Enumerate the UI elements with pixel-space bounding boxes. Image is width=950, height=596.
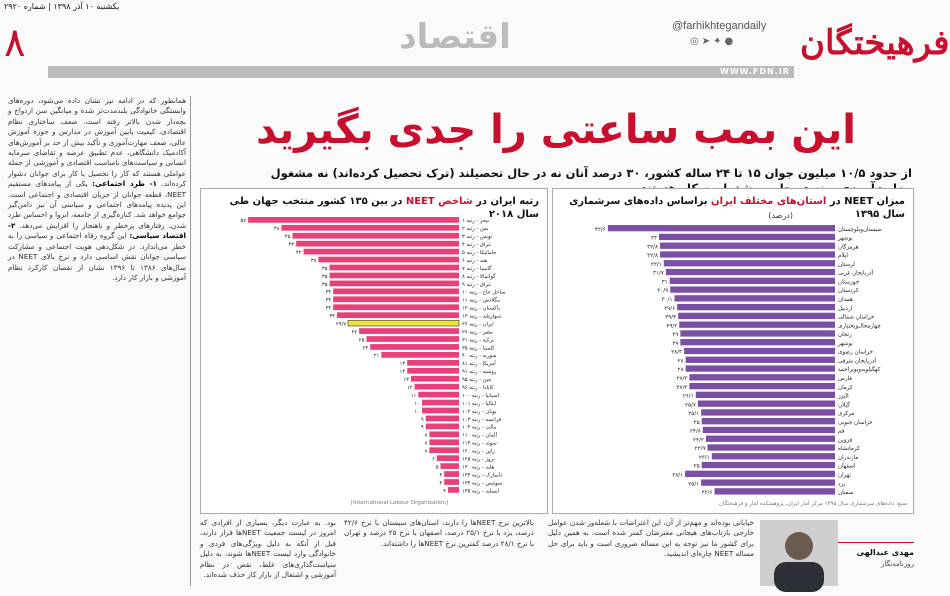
bottom-column-2: بالاترین نرخ NEETها را دارند، استان‌های سیستان با نرخ ۴۲/۶ درصد، یزد با نرخ ۲۵/۱ درصد، اصفهان با نرخ ۲۵ درصد و تهران با نرخ ۲۸/۱ درصد کمترین نرخ NEETها را داشته‌اند.: [344, 518, 534, 548]
dateline: یکشنبه ۱۰ آذر ۱۳۹۸ | شماره ۲۹۲۰: [4, 2, 120, 11]
left-chart-bar: [444, 471, 459, 477]
left-chart-value-label: ۳۳: [329, 313, 335, 320]
left-chart-category-label: ایران - رتبه ۲۶: [462, 321, 494, 328]
right-chart-category-label: گیلان: [838, 402, 850, 409]
left-chart-value-label: ۲۹/۷: [335, 321, 346, 328]
left-chart-value-label: ۹: [420, 416, 424, 423]
right-chart-category-label: لرستان: [838, 261, 855, 268]
left-chart-category-label: آمریکا - رتبه ۸۱: [462, 361, 496, 368]
right-chart-value-label: ۳۲/۸: [647, 253, 659, 260]
left-title-suffix: در بین ۱۳۵ کشور منتخب جهان طی سال ۲۰۱۸: [229, 196, 539, 220]
right-chart-category-label: قزوین: [838, 437, 853, 444]
right-chart-bar: [706, 436, 835, 442]
left-chart-bar: [304, 249, 459, 255]
right-chart-source: منبع: داده‌های سرشماری سال ۱۳۹۵ مرکز آمار ایران، پژوهشکده آمار و فرهیختگان: [718, 501, 907, 507]
right-chart-value-label: ۲۸/۱: [672, 472, 684, 479]
right-chart-category-label: چهارمحال‌وبختیاری: [838, 323, 881, 330]
left-chart-category-label: چین - رتبه ۹۵: [462, 377, 492, 384]
right-chart-category-label: مازندران: [838, 454, 859, 461]
dateline-bar: [0, 0, 924, 14]
left-chart-bar: [429, 439, 459, 445]
left-chart-bar: [429, 447, 459, 453]
site-url: WWW.FDN.IR: [720, 67, 790, 76]
social-icons: [690, 36, 736, 47]
right-chart-bar: [660, 243, 835, 249]
left-chart-bar: [330, 265, 460, 271]
left-chart-value-label: ۵۷: [240, 218, 247, 225]
right-chart-category-label: کردستان: [838, 288, 859, 295]
right-chart-value-label: ۲۷/۳: [676, 384, 688, 391]
right-chart-value-label: ۳۱: [661, 279, 668, 286]
right-title-prefix: میزان NEET در: [829, 196, 905, 207]
left-chart-bar: [330, 281, 460, 287]
right-chart-value-label: ۳۲/۱: [650, 261, 662, 268]
right-chart-value-label: ۲۵: [693, 419, 700, 426]
left-chart-value-label: ۶: [432, 456, 435, 463]
left-chart-value-label: ۴: [439, 472, 443, 479]
right-chart-bar: [689, 374, 835, 380]
left-chart-value-label: ۱۳: [403, 377, 409, 384]
right-chart-category-label: سیستان‌وبلوچستان: [838, 226, 882, 233]
left-chart-value-label: ۱۴: [399, 361, 406, 368]
left-chart-category-label: تونس - رتبه ۳: [462, 234, 493, 241]
left-chart-bar: [293, 233, 460, 239]
left-chart-bar: [418, 392, 459, 398]
url-bar: [48, 66, 794, 78]
right-chart-value-label: ۳۱/۷: [653, 270, 664, 277]
left-chart-bar: [281, 225, 459, 231]
right-chart-category-label: خراسان جنوبی: [838, 419, 873, 426]
right-chart-bar: [698, 400, 835, 406]
left-chart-value-label: ۲۱: [373, 353, 380, 360]
right-chart-category-label: بوشهر: [838, 235, 853, 242]
right-chart: [552, 188, 914, 514]
right-chart-bar: [678, 313, 835, 319]
left-chart-bar: [407, 360, 459, 366]
left-chart-value-label: ۸: [424, 440, 428, 447]
left-chart-bar: [333, 288, 459, 294]
left-chart-category-label: عراق - رتبه ۹: [462, 281, 492, 288]
right-chart-value-label: ۲۵/۱: [688, 481, 700, 488]
right-chart-category-label: قم: [838, 428, 845, 435]
right-chart-bar: [712, 453, 835, 459]
left-chart-bar: [448, 487, 459, 493]
left-chart-value-label: ۴: [439, 480, 443, 487]
right-chart-value-label: ۲۴/۲: [693, 437, 704, 444]
left-chart-bar: [441, 463, 460, 469]
right-chart-category-label: اصفهان: [838, 463, 856, 470]
left-chart-category-label: نیجر - رتبه ۱: [462, 218, 490, 225]
column-text-2: یکی از پیامدهای مستقیم NEET، قطعه جوانان از جریان اقتصادی و اجتماعی است. این پدیده پیامدهای اجتماعی و سیاسی آن نیز دامن‌گیر جوامع خواهد شد. کناره‌گیری از جامعه، انزوا و احساس طرد شدن، رفتارهای پرخطر و ناهنجار را افزایش می‌دهد.: [8, 179, 186, 230]
right-chart-value-label: ۲۹/۴: [665, 314, 677, 321]
left-chart-value-label: ۸: [424, 432, 428, 439]
left-chart-bar: [370, 344, 459, 350]
left-chart-category-label: سوریه - رتبه ۴۰: [462, 353, 497, 360]
left-chart-value-label: ۴۴: [288, 242, 295, 249]
left-chart-value-label: ۲۴: [362, 345, 369, 352]
left-chart-category-label: پاکستان - رتبه ۱۲: [462, 305, 500, 312]
right-chart-bar: [685, 471, 835, 477]
left-chart-value-label: ۵: [435, 464, 439, 471]
right-chart-category-label: خراسان رضوی: [838, 349, 874, 356]
right-chart-bar: [680, 330, 835, 336]
section-title: اقتصاد: [399, 17, 511, 57]
right-chart-category-label: تهران: [838, 472, 851, 479]
right-chart-category-label: هرمزگان: [838, 244, 859, 251]
column-divider: [190, 96, 191, 586]
right-chart-bar: [701, 479, 835, 485]
left-chart-bar: [426, 416, 459, 422]
left-chart-value-label: ۹: [420, 424, 424, 431]
right-chart-bar: [679, 322, 835, 328]
left-chart-bar: [429, 431, 459, 437]
left-chart-category-label: یونان - رتبه ۱۰۲: [462, 408, 497, 415]
left-chart-category-label: اسپانیا - رتبه ۱۰۰: [462, 392, 499, 399]
author-name: مهدی عبدالهی: [856, 548, 914, 557]
instagram-icon: ◎: [690, 36, 702, 47]
left-chart-value-label: ۱۰: [414, 400, 420, 407]
right-chart-bar: [677, 304, 835, 310]
right-chart-subtitle: (درصد): [768, 211, 793, 220]
left-chart-bar: [407, 368, 459, 374]
left-chart-value-label: ۱۴: [399, 369, 406, 376]
right-chart-value-label: ۲۵/۷: [685, 402, 696, 409]
right-chart-value-label: ۲۹: [672, 332, 679, 339]
left-chart-value-label: ۱۱: [410, 392, 417, 399]
right-chart-bar: [674, 295, 835, 301]
twitter-icon: ✦: [713, 36, 725, 47]
left-chart-category-label: مصر - رتبه ۲۷: [462, 329, 493, 336]
right-chart-category-label: کرمانشاه: [838, 446, 860, 453]
right-chart-value-label: ۲۲/۶: [701, 490, 713, 497]
left-chart-category-label: ساحل عاج - رتبه ۱۰: [462, 289, 506, 296]
subhead-1: ۱- طرد اجتماعی:: [92, 179, 158, 189]
bottom-column-3: بود. به عبارت دیگر، بسیاری از افرادی که امروز در لیست جمعیت NEETها قرار دارند، قبل از آنکه به دلیل ویژگی‌های فردی و خانوادگی وارد لیست NEETها شوند، به دلیل سیاست‌گذاری‌های غلط، نقص در نظام آموزشی و اشتغال از بازار کار حذف شده‌اند.: [200, 518, 336, 580]
bottom-column-1: خیابانی بوده‌اند و مهم‌تر از آن، این اعتراضات با شعله‌ور شدن عوامل خارجی بازتاب‌های هیجانی معترضان کمتر شده است. به همین دلیل برای کشور ما نیز توجه به این مساله ضروری است و باید برای حل مساله NEET چاره‌ای اندیشید.: [548, 518, 754, 559]
right-chart-value-label: ۳۳: [650, 235, 657, 242]
left-chart-category-label: هند - رتبه ۶: [462, 257, 487, 264]
right-chart-category-label: کهگیلویه‌وبویراحمد: [838, 367, 881, 374]
right-chart-value-label: ۲۸: [677, 358, 684, 365]
left-chart-category-label: ترکیه - رتبه ۳۱: [462, 337, 494, 344]
left-chart-category-label: هلند - رتبه ۱۳۰: [462, 464, 495, 471]
right-chart-value-label: ۲۹/۶: [664, 305, 676, 312]
left-chart-category-label: نروژ - رتبه ۱۲۵: [462, 456, 495, 463]
right-chart-bar: [686, 365, 835, 371]
left-chart-category-label: کلمبیا - رتبه ۳۵: [462, 345, 495, 352]
left-chart-value-label: ۲۵: [358, 337, 365, 344]
right-chart-value-label: ۳۰/۱: [661, 297, 673, 304]
left-chart-source: [International Labour Organization]: [351, 500, 449, 506]
left-chart-category-label: ژاپن - رتبه ۱۲۰: [462, 448, 495, 455]
headline: این بمب ساعتی را جدی بگیرید: [256, 107, 856, 153]
right-chart-bar: [703, 427, 835, 433]
left-chart-category-label: آلمان - رتبه ۱۱۰: [462, 432, 497, 439]
left-chart-category-label: عراق - رتبه ۴: [462, 242, 492, 249]
right-chart-bar: [702, 418, 835, 424]
right-chart-value-label: ۲۳/۹: [694, 446, 706, 453]
author-rule: [838, 542, 914, 543]
left-chart-bar: [422, 408, 459, 414]
left-chart-bar: [367, 336, 460, 342]
left-chart-value-label: ۴۲: [296, 249, 302, 256]
left-chart-category-label: مالت - رتبه ۱۰۴: [462, 424, 497, 431]
right-chart-bar: [701, 409, 835, 415]
right-chart-category-label: آذربایجان شرقی: [838, 358, 876, 365]
right-chart-category-label: مرکزی: [838, 411, 855, 418]
left-chart-category-label: دانمارک - رتبه ۱۳۳: [462, 472, 503, 479]
right-chart-category-label: فارس: [838, 375, 852, 382]
page-number: ۸: [4, 20, 26, 66]
right-chart-bar: [666, 269, 835, 275]
left-chart-bar: [437, 455, 459, 461]
left-chart-bar: [330, 273, 460, 279]
left-title-highlight: شاخص NEET: [405, 196, 473, 207]
left-chart-value-label: ۱۰: [414, 408, 420, 415]
left-chart-value-label: ۲۷: [351, 329, 358, 336]
left-chart-category-label: گامبیا - رتبه ۷: [462, 265, 492, 272]
telegram-icon: ➤: [701, 36, 714, 47]
deck: از حدود ۱۰/۵ میلیون جوان ۱۵ تا ۲۴ ساله کشور، ۳۰ درصد آنان نه در حال تحصیلند (ترک تحصیل کرده‌اند) نه مشغول: [270, 166, 912, 180]
right-chart-bar: [684, 348, 835, 354]
right-chart-value-label: ۲۵: [693, 463, 700, 470]
left-chart-category-label: کانادا - رتبه ۹۶: [462, 385, 494, 392]
right-chart-category-label: سمنان: [838, 490, 854, 497]
left-chart-category-label: فرانسه - رتبه ۱۰۳: [462, 416, 502, 423]
right-chart-bar: [664, 260, 835, 266]
left-chart-bar: [381, 352, 459, 358]
right-chart-category-label: البرز: [838, 393, 849, 400]
left-chart-category-label: روسیه - رتبه ۹۱: [462, 369, 497, 376]
right-chart-value-label: ۳۲/۸: [647, 244, 659, 251]
left-chart-category-label: یمن - رتبه ۲: [462, 226, 489, 233]
right-chart-value-label: ۲۵/۱: [688, 411, 700, 418]
left-chart-bar: [359, 328, 459, 334]
left-chart-value-label: ۴۸: [273, 226, 280, 233]
right-chart-value-label: ۲۶/۱: [682, 393, 694, 400]
column-text: همانطور که در ادامه نیز نشان داده می‌شود، دوره‌های وابستگی خانوادگی بلندمدت‌تر شده و میانگین سن ازدواج و بچه‌دار شدن بالاتر رفته است. ضعف ساختاری نظام اقتصادی، کیفیت پایین آموزش در مدارس و حوزه آموزش عالی، ضعف مهارت‌آموزی و تأکید بیش از حد بر آموزش‌های آکادمیک دانشگاهی، عدم تطبیق عرضه و تقاضای سرمایه انسانی و سیاست‌های نامناسب اقتصادی و آموزشی از جمله عواملی هستند که کار را تحصیل با کار برای جوانان دشوار کرده‌اند.: [8, 96, 187, 189]
right-chart-bar: [670, 278, 835, 284]
right-chart-bar: [714, 488, 835, 494]
right-chart-value-label: ۲۹/۲: [666, 323, 678, 330]
left-chart-bar: [415, 384, 459, 390]
left-chart-category-label: ایسلند - رتبه ۱۳۵: [462, 488, 499, 495]
left-chart-category-label: جامائیکا - رتبه ۵: [462, 249, 497, 256]
left-chart-value-label: ۳۵: [321, 281, 328, 288]
right-chart-bar: [608, 225, 835, 231]
left-chart-value-label: ۳۸: [310, 257, 317, 264]
left-chart-category-label: گواتمالا - رتبه ۸: [462, 273, 496, 280]
author-role: روزنامه‌نگار: [880, 560, 914, 568]
left-chart-bar: [333, 296, 459, 302]
right-chart-value-label: ۲۴/۸: [689, 428, 701, 435]
right-chart-category-label: همدان: [838, 297, 853, 304]
right-chart-category-label: خوزستان: [838, 279, 860, 286]
left-chart-value-label: ۳۴: [325, 305, 332, 312]
social-handle: @farhikhtegandaily: [672, 20, 767, 32]
right-chart-value-label: ۲۳/۱: [698, 454, 710, 461]
right-chart-bar: [670, 286, 835, 292]
right-chart-value-label: ۴۲/۶: [594, 226, 606, 233]
right-chart-svg: [553, 223, 913, 501]
right-chart-bar: [696, 392, 835, 398]
left-chart-value-label: ۳۵: [321, 273, 328, 280]
right-title-suffix: براساس داده‌های سرشماری سال ۱۳۹۵: [569, 196, 905, 220]
right-title-highlight: استان‌های مختلف ایران: [711, 196, 827, 207]
left-chart-bar: [318, 257, 459, 263]
right-chart-value-label: ۳۰/۹: [657, 288, 669, 295]
author-silhouette-icon: [760, 520, 838, 586]
right-chart-category-label: زنجان: [838, 332, 852, 339]
left-title-prefix: رتبه ایران در: [476, 196, 539, 207]
left-chart-value-label: ۳: [443, 488, 446, 495]
left-chart: [200, 188, 548, 514]
right-chart-category-label: یزد: [838, 481, 846, 488]
right-chart-category-label: آذربایجان غربی: [838, 270, 873, 277]
right-chart-bar: [659, 234, 835, 240]
left-chart-bar: [422, 400, 459, 406]
right-chart-bar: [680, 339, 835, 345]
left-chart-category-label: سوئد - رتبه ۱۱۴: [462, 440, 497, 447]
left-chart-value-label: ۳۴: [325, 289, 332, 296]
left-chart-value-label: ۱۲: [407, 385, 413, 392]
right-chart-bar: [686, 357, 835, 363]
author-photo: [760, 520, 838, 586]
right-chart-value-label: ۲۸/۳: [671, 349, 683, 356]
left-chart-bar: [444, 479, 459, 485]
right-chart-value-label: ۲۸: [677, 367, 684, 374]
left-chart-value-label: ۳۴: [325, 297, 332, 304]
right-chart-category-label: کرمان: [838, 384, 853, 391]
right-chart-bar: [708, 444, 835, 450]
subhead-2: ۲- اقتصاد سیاسی:: [8, 220, 186, 241]
left-chart-value-label: ۴۵: [284, 234, 291, 241]
left-chart-bar: [411, 376, 459, 382]
right-chart-category-label: خراسان شمالی: [838, 314, 875, 321]
left-chart-bar: [426, 424, 459, 430]
left-chart-category-label: سوئیس - رتبه ۱۳۴: [462, 480, 503, 487]
aparat-icon: ●: [724, 36, 737, 47]
right-chart-bar: [660, 251, 835, 257]
logo: فرهیختگان: [800, 23, 950, 63]
right-chart-title: [561, 195, 905, 221]
column-text-3: این گروه رفاه اجتماعی و سیاسی را به خطر می‌اندازد. در شکل‌دهی هویت اجتماعی و مشارکت سیاسی جوانان نقش اساسی دارد و نرخ بالای NEET در سال‌های ۱۳۸۶ تا ۱۳۹۶ نشان از نقصان کارکرد نظام آموزشی و بازار کار دارد.: [8, 231, 187, 282]
left-chart-bar: [348, 320, 459, 326]
right-chart-bar: [702, 462, 835, 468]
left-chart-bar: [296, 241, 459, 247]
left-chart-category-label: سوازیلند - رتبه ۱۳: [462, 313, 502, 320]
left-chart-bar: [337, 312, 459, 318]
left-chart-value-label: ۳۵: [321, 265, 328, 272]
left-chart-bar: [248, 217, 459, 223]
left-chart-value-label: ۸: [424, 448, 428, 455]
right-chart-category-label: اردبیل: [838, 305, 853, 312]
left-column: [8, 96, 186, 586]
right-chart-value-label: ۲۷/۳: [676, 375, 688, 382]
right-chart-bar: [689, 383, 835, 389]
left-chart-category-label: بنگلادش - رتبه ۱۱: [462, 297, 501, 304]
left-chart-svg: [201, 213, 547, 499]
right-chart-value-label: ۲۹: [672, 340, 679, 347]
left-chart-category-label: ایتالیا - رتبه ۱۰۱: [462, 400, 497, 407]
left-chart-bar: [333, 304, 459, 310]
right-chart-category-label: بوشهر: [838, 340, 853, 347]
right-chart-category-label: ایلام: [838, 253, 848, 260]
